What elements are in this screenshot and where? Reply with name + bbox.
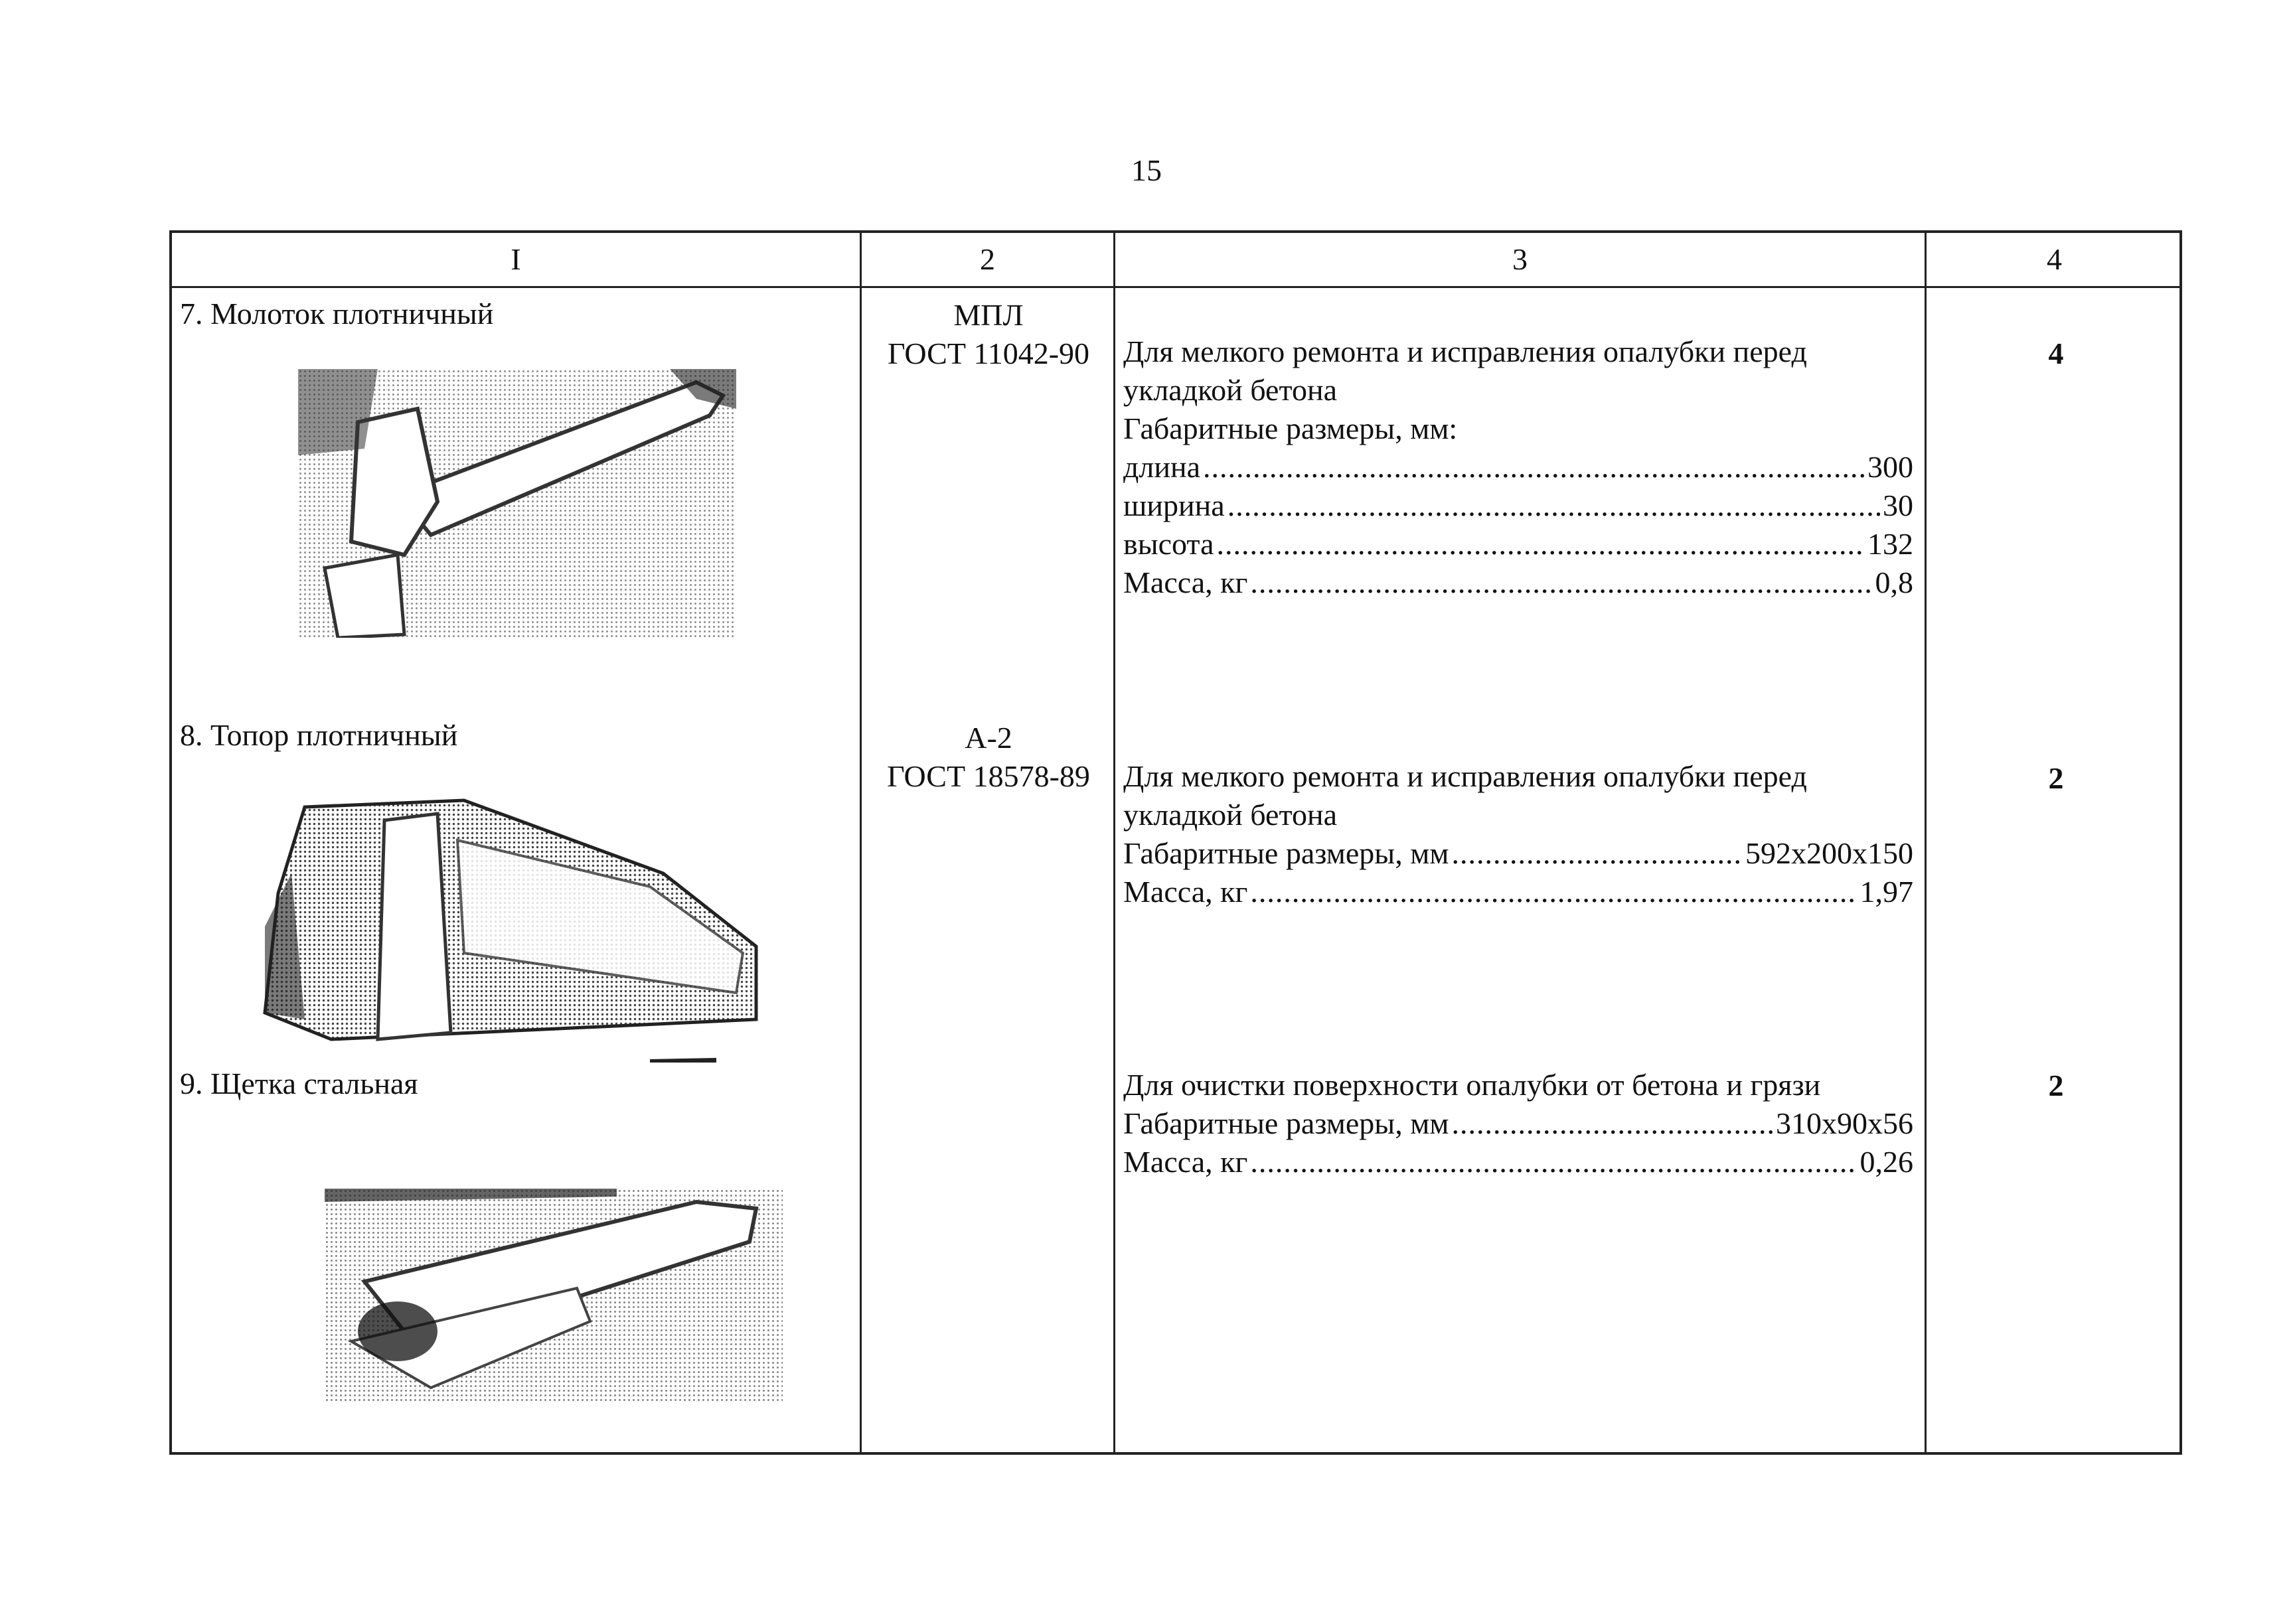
spec-label: длина	[1123, 450, 1201, 484]
spec-label: Габаритные размеры, мм	[1123, 836, 1449, 870]
spec-label: Масса, кг	[1123, 1145, 1248, 1179]
leader-dots	[1217, 525, 1865, 563]
description-line: Для мелкого ремонта и исправления опалубки перед	[1123, 334, 1807, 368]
spec-label: Масса, кг	[1123, 875, 1248, 909]
item-name: 9. Щетка стальная	[180, 1067, 418, 1100]
description-line: Для мелкого ремонта и исправления опалубки перед	[1123, 759, 1807, 793]
item-description	[1123, 1066, 1913, 1181]
spec-row	[1123, 873, 1913, 911]
spec-value: 30	[1883, 488, 1913, 522]
item-description	[1123, 332, 1913, 602]
header-divider	[172, 286, 2179, 288]
item-code-gost: ГОСТ 11042-90	[887, 336, 1090, 370]
item-quantity: 2	[2048, 1069, 2064, 1102]
leader-dots	[1227, 486, 1880, 525]
leader-dots	[1451, 834, 1743, 873]
carpenter-hammer-icon	[298, 369, 736, 638]
spec-value: 592x200x150	[1745, 836, 1913, 870]
column-divider	[1925, 233, 1927, 1452]
spec-row	[1123, 1104, 1913, 1143]
spec-row	[1123, 1143, 1913, 1181]
spec-row	[1123, 563, 1913, 602]
item-description	[1123, 757, 1913, 911]
column-header-1: I	[511, 242, 521, 276]
leader-dots	[1250, 1143, 1857, 1181]
spec-value: 132	[1867, 527, 1913, 561]
spec-row	[1123, 448, 1913, 486]
description-line: укладкой бетона	[1123, 373, 1337, 407]
spec-label: Масса, кг	[1123, 565, 1248, 599]
spec-row	[1123, 834, 1913, 873]
spec-label: высота	[1123, 527, 1214, 561]
spec-label: Габаритные размеры, мм	[1123, 1106, 1449, 1140]
spec-label: ширина	[1123, 488, 1225, 522]
item-name: 8. Топор плотничный	[180, 718, 458, 752]
spec-value: 310x90x56	[1776, 1106, 1913, 1140]
description-line: Для очистки поверхности опалубки от бетона и грязи	[1123, 1068, 1821, 1102]
column-divider	[1113, 233, 1115, 1452]
column-header-2: 2	[980, 242, 995, 276]
spec-value: 1,97	[1859, 875, 1913, 909]
leader-dots	[1250, 563, 1872, 602]
tool-table	[169, 230, 2182, 1455]
leader-dots	[1451, 1104, 1773, 1143]
item-code	[862, 719, 1115, 796]
item-quantity: 4	[2048, 336, 2064, 370]
item-code	[862, 296, 1115, 373]
carpenter-axe-icon	[252, 794, 776, 1063]
spec-value: 0,26	[1859, 1145, 1913, 1179]
spec-row	[1123, 486, 1913, 525]
spec-row	[1123, 525, 1913, 563]
description-line: Габаритные размеры, мм:	[1123, 411, 1458, 445]
page-number: 15	[1131, 153, 1162, 187]
column-header-4: 4	[2047, 242, 2062, 276]
item-code-gost: ГОСТ 18578-89	[887, 759, 1090, 793]
item-name: 7. Молоток плотничный	[180, 297, 494, 331]
leader-dots	[1203, 448, 1865, 486]
item-quantity: 2	[2048, 761, 2064, 795]
leader-dots	[1250, 873, 1857, 911]
spec-value: 300	[1867, 450, 1913, 484]
item-code-mark: МПЛ	[953, 298, 1024, 332]
steel-brush-icon	[325, 1189, 783, 1401]
item-code-mark: А-2	[965, 721, 1012, 755]
description-line: укладкой бетона	[1123, 798, 1337, 832]
column-header-3: 3	[1512, 242, 1528, 276]
column-divider	[860, 233, 862, 1452]
spec-value: 0,8	[1875, 565, 1913, 599]
